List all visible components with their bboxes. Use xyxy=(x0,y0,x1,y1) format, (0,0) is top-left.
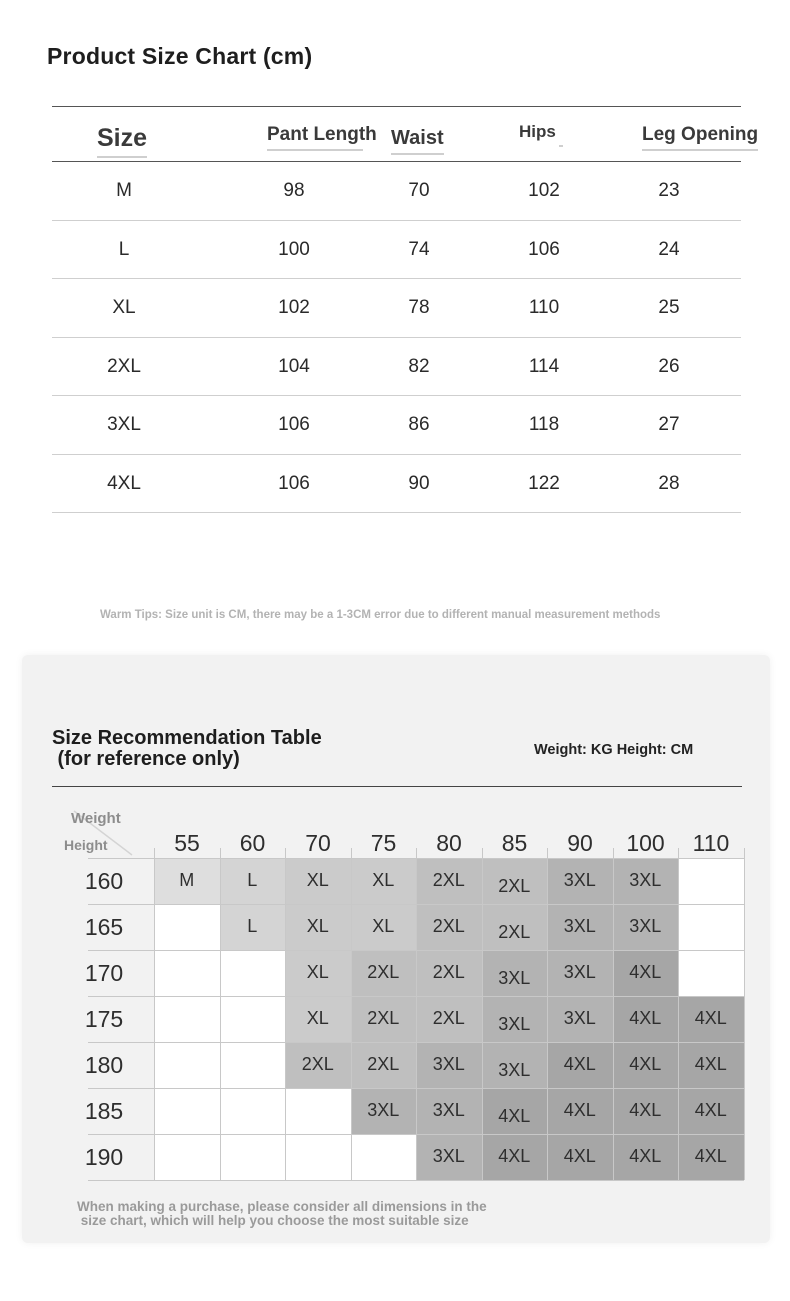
recommendation-title-line1: Size Recommendation Table xyxy=(52,727,322,749)
purchase-note-line1: When making a purchase, please consider all dimensions in the xyxy=(77,1199,487,1214)
table-row xyxy=(52,396,741,455)
size-cell: L xyxy=(220,904,286,950)
height-header: 165 xyxy=(84,914,124,940)
size-cell xyxy=(678,950,744,996)
cell-waist: 74 xyxy=(408,238,430,260)
size-cell xyxy=(678,858,744,904)
size-cell xyxy=(678,904,744,950)
size-cell: 4XL xyxy=(547,1088,613,1134)
size-cell: 4XL xyxy=(613,950,679,996)
warm-tips: Warm Tips: Size unit is CM, there may be a 1-3CM error due to different manual measurement methods xyxy=(100,609,661,621)
size-cell xyxy=(154,950,220,996)
header-leg-opening: Leg Opening xyxy=(642,124,759,145)
grid-line xyxy=(482,848,483,1180)
table-row xyxy=(52,162,741,221)
table-row xyxy=(52,338,741,397)
size-cell: 2XL xyxy=(416,996,482,1042)
cell-hips: 110 xyxy=(528,297,560,318)
grid-line xyxy=(88,1042,744,1043)
table-row xyxy=(52,221,741,280)
recommendation-rule xyxy=(52,786,742,787)
size-cell xyxy=(220,1134,286,1180)
height-header: 170 xyxy=(84,960,124,986)
cell-leg-opening: 26 xyxy=(658,355,680,377)
header-hips: Hips xyxy=(519,122,556,141)
cell-hips: 106 xyxy=(528,238,560,260)
recommendation-title-line2: (for reference only) xyxy=(52,748,240,770)
weight-header: 60 xyxy=(239,830,266,856)
cell-pant-length: 104 xyxy=(278,355,310,377)
grid-line xyxy=(88,1134,744,1135)
size-cell xyxy=(285,1134,351,1180)
table-header xyxy=(52,107,759,162)
grid-line xyxy=(416,848,417,1180)
size-cell: 3XL xyxy=(482,996,548,1042)
header-waist: Waist xyxy=(391,127,444,149)
grid-line xyxy=(678,848,679,1180)
cell-hips: 114 xyxy=(528,355,560,377)
cell-hips: 102 xyxy=(528,180,560,201)
grid-line xyxy=(88,996,744,997)
cell-size: 3XL xyxy=(107,414,141,435)
grid-line xyxy=(351,848,352,1180)
grid-line xyxy=(285,848,286,1180)
size-cell xyxy=(154,1088,220,1134)
size-cell: 2XL xyxy=(416,950,482,996)
size-cell: 2XL xyxy=(351,950,417,996)
cell-waist: 86 xyxy=(408,414,430,435)
size-cell xyxy=(351,1134,417,1180)
table-row xyxy=(52,279,741,338)
grid-line xyxy=(154,848,155,1180)
size-cell: XL xyxy=(285,858,351,904)
size-cell xyxy=(285,1088,351,1134)
size-cell: 3XL xyxy=(482,1042,548,1088)
size-cell: 2XL xyxy=(416,904,482,950)
height-header: 190 xyxy=(84,1144,124,1170)
grid-line xyxy=(88,1180,744,1181)
size-cell: 4XL xyxy=(547,1042,613,1088)
table-row xyxy=(52,455,741,514)
size-cell: 2XL xyxy=(416,858,482,904)
grid-line xyxy=(744,848,745,1180)
size-cell: 4XL xyxy=(678,996,744,1042)
size-cell xyxy=(220,1088,286,1134)
cell-leg-opening: 25 xyxy=(658,297,680,318)
header-pant-length: Pant Length xyxy=(267,124,377,145)
size-chart-title: Product Size Chart (cm) xyxy=(47,43,313,69)
cell-size: 4XL xyxy=(107,472,141,494)
size-cell: 3XL xyxy=(482,950,548,996)
size-cell: 4XL xyxy=(547,1134,613,1180)
weight-header: 70 xyxy=(305,830,331,856)
cell-waist: 90 xyxy=(408,472,430,494)
weight-header: 80 xyxy=(436,830,462,856)
weight-header: 75 xyxy=(370,830,397,856)
size-cell: L xyxy=(220,858,286,904)
cell-hips: 122 xyxy=(528,472,560,494)
recommendation-grid xyxy=(64,805,730,1190)
cell-waist: 82 xyxy=(408,355,430,377)
grid-line xyxy=(88,1088,744,1089)
size-cell xyxy=(154,1134,220,1180)
grid-line xyxy=(547,848,548,1180)
size-cell: XL xyxy=(285,904,351,950)
size-cell: 3XL xyxy=(547,996,613,1042)
size-cell: XL xyxy=(351,904,417,950)
cell-pant-length: 102 xyxy=(278,297,310,318)
cell-pant-length: 106 xyxy=(278,472,310,494)
height-header: 160 xyxy=(84,868,124,894)
units-label: Weight: KG Height: CM xyxy=(534,742,694,758)
size-cell: 4XL xyxy=(678,1042,744,1088)
cell-leg-opening: 24 xyxy=(658,238,680,260)
size-cell: 4XL xyxy=(613,996,679,1042)
size-chart-table xyxy=(52,106,759,513)
size-cell: 3XL xyxy=(351,1088,417,1134)
cell-size: L xyxy=(118,238,130,260)
size-cell: 3XL xyxy=(547,904,613,950)
size-cell: 3XL xyxy=(547,858,613,904)
weight-header: 100 xyxy=(626,830,665,856)
size-cell: 2XL xyxy=(351,1042,417,1088)
height-header: 175 xyxy=(84,1006,124,1032)
grid-line xyxy=(88,904,744,905)
size-cell: 3XL xyxy=(416,1088,482,1134)
size-cell: 4XL xyxy=(613,1134,679,1180)
cell-pant-length: 100 xyxy=(278,238,310,260)
weight-header: 110 xyxy=(692,830,730,856)
header-size: Size xyxy=(97,124,148,152)
size-cell: M xyxy=(154,858,220,904)
grid-line xyxy=(220,848,221,1180)
size-cell: 2XL xyxy=(285,1042,351,1088)
cell-size: 2XL xyxy=(107,355,141,377)
size-cell xyxy=(154,996,220,1042)
size-cell xyxy=(220,950,286,996)
size-cell: 4XL xyxy=(613,1042,679,1088)
size-cell: 3XL xyxy=(613,904,679,950)
size-cell: 4XL xyxy=(613,1088,679,1134)
weight-header: 55 xyxy=(174,830,200,856)
size-cell: XL xyxy=(285,996,351,1042)
size-cell xyxy=(220,1042,286,1088)
cell-waist: 78 xyxy=(408,297,430,318)
grid-line xyxy=(88,858,744,859)
size-cell: 2XL xyxy=(351,996,417,1042)
cell-pant-length: 106 xyxy=(278,414,310,435)
corner-weight-label: Weight xyxy=(71,810,121,827)
size-cell: 4XL xyxy=(678,1088,744,1134)
height-header: 180 xyxy=(84,1052,124,1078)
size-cell: 3XL xyxy=(547,950,613,996)
size-cell xyxy=(220,996,286,1042)
size-cell: XL xyxy=(285,950,351,996)
weight-header: 85 xyxy=(501,830,528,856)
size-cell xyxy=(154,904,220,950)
recommendation-title xyxy=(52,728,322,770)
height-header: 185 xyxy=(84,1098,124,1124)
recommendation-panel xyxy=(22,655,770,1243)
cell-leg-opening: 23 xyxy=(658,180,680,201)
corner-height-label: Height xyxy=(64,837,108,853)
cell-size: XL xyxy=(112,297,136,318)
purchase-note xyxy=(77,1200,487,1228)
size-cell: 2XL xyxy=(482,858,548,904)
grid-line xyxy=(88,950,744,951)
size-cell: 3XL xyxy=(416,1134,482,1180)
size-cell: 3XL xyxy=(416,1042,482,1088)
grid-line xyxy=(613,848,614,1180)
size-cell: XL xyxy=(351,858,417,904)
size-cell xyxy=(154,1042,220,1088)
size-cell: 4XL xyxy=(482,1088,548,1134)
cell-pant-length: 98 xyxy=(283,180,305,201)
cell-size: M xyxy=(116,180,132,201)
size-cell: 4XL xyxy=(482,1134,548,1180)
purchase-note-line2: size chart, which will help you choose the most suitable size xyxy=(77,1213,469,1228)
size-cell: 3XL xyxy=(613,858,679,904)
weight-header: 90 xyxy=(567,830,593,856)
size-cell: 2XL xyxy=(482,904,548,950)
cell-leg-opening: 28 xyxy=(658,472,680,494)
cell-waist: 70 xyxy=(408,180,430,201)
cell-leg-opening: 27 xyxy=(658,414,680,435)
cell-hips: 118 xyxy=(528,414,560,435)
size-cell: 4XL xyxy=(678,1134,744,1180)
